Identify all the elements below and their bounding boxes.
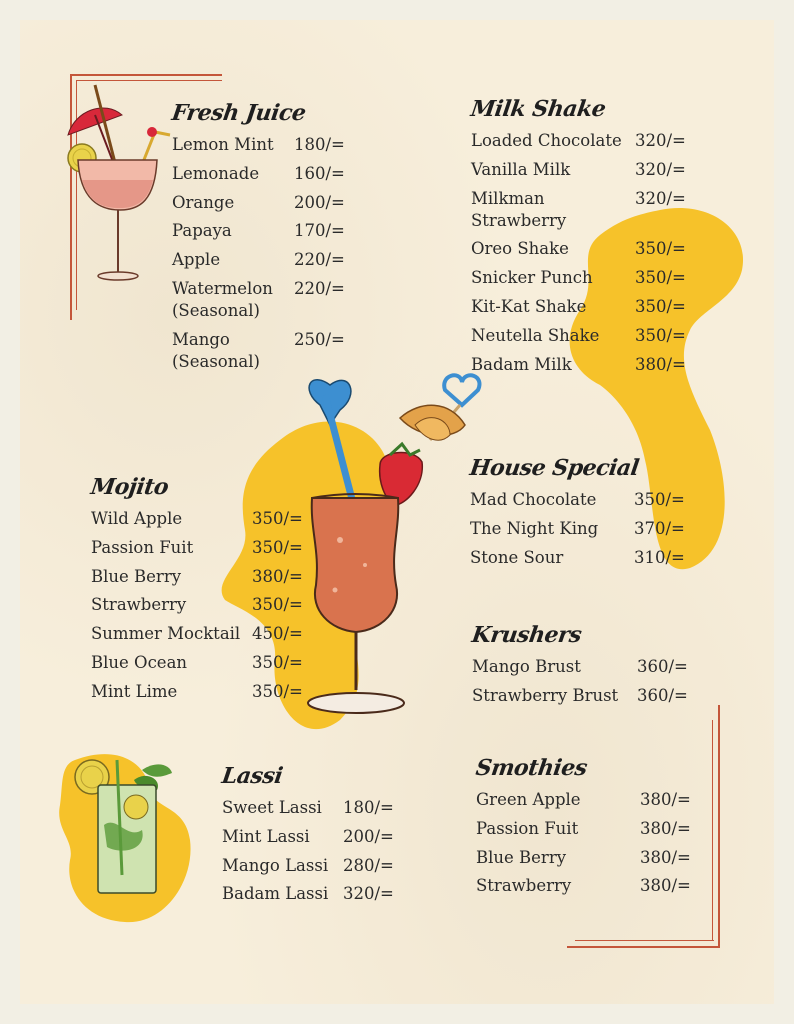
menu-item-name: Watermelon (Seasonal) xyxy=(172,278,273,320)
menu-item-name: Blue Berry xyxy=(476,847,567,867)
menu-item-name: Mint Lassi xyxy=(222,826,310,846)
menu-item-price: 350/= xyxy=(252,681,303,701)
menu-item-name: Apple xyxy=(172,250,221,270)
menu-item-name: Blue Berry xyxy=(91,566,182,586)
menu-item-name: Oreo Shake xyxy=(471,239,569,259)
cocktail-glass-icon xyxy=(60,80,180,290)
menu-item-name: Stone Sour xyxy=(470,547,564,567)
menu-item xyxy=(222,855,422,877)
section-mojito xyxy=(91,474,311,710)
corner-line-bottom-right-v2 xyxy=(712,720,713,941)
menu-item-name: Strawberry xyxy=(91,595,187,615)
menu-item xyxy=(91,566,311,588)
item-list xyxy=(476,789,706,897)
item-list xyxy=(470,489,700,569)
menu-item xyxy=(172,329,372,373)
menu-item-name: Vanilla Milk xyxy=(471,159,571,179)
section-lassi xyxy=(222,763,422,912)
section-title: Mojito xyxy=(89,474,171,500)
menu-item xyxy=(91,508,311,530)
menu-item xyxy=(471,238,711,260)
menu-item-name: Mango (Seasonal) xyxy=(172,329,260,371)
menu-item xyxy=(172,220,372,242)
menu-item-price: 180/= xyxy=(294,135,345,154)
menu-item-name: Passion Fuit xyxy=(476,818,579,838)
menu-item xyxy=(222,826,422,848)
menu-item xyxy=(471,130,711,152)
item-list xyxy=(172,134,372,373)
section-fresh-juice xyxy=(172,100,372,380)
menu-item-price: 350/= xyxy=(635,296,686,316)
menu-item-name: Badam Milk xyxy=(471,354,572,374)
menu-item-price: 200/= xyxy=(294,192,345,212)
menu-item-price: 280/= xyxy=(343,855,394,875)
menu-item xyxy=(470,489,700,511)
menu-item xyxy=(472,656,702,678)
section-title: Milk Shake xyxy=(469,96,608,122)
menu-item-price: 320/= xyxy=(635,188,686,208)
section-house-special xyxy=(470,455,700,575)
menu-item xyxy=(471,188,711,232)
menu-item-price: 350/= xyxy=(634,490,685,509)
menu-item-name: Strawberry xyxy=(476,876,572,896)
menu-item-name: Wild Apple xyxy=(91,509,183,528)
corner-line-bottom-right-v xyxy=(718,705,720,947)
menu-item-name: Badam Lassi xyxy=(222,884,329,904)
corner-line-bottom-right-h2 xyxy=(575,940,714,941)
menu-item-name: Mad Chocolate xyxy=(470,490,597,509)
menu-item-price: 370/= xyxy=(634,518,685,538)
section-milk-shake xyxy=(471,96,711,382)
corner-line-bottom-right-h xyxy=(567,946,720,948)
menu-item-price: 450/= xyxy=(252,624,303,644)
menu-item-price: 320/= xyxy=(635,159,686,179)
hurricane-glass-icon xyxy=(290,370,490,730)
menu-item xyxy=(172,278,372,322)
menu-item xyxy=(222,797,422,819)
menu-item-name: Lemon Mint xyxy=(172,135,274,154)
menu-item-price: 350/= xyxy=(252,537,303,557)
menu-item xyxy=(91,594,311,616)
menu-item-price: 350/= xyxy=(635,325,686,345)
menu-item-price: 380/= xyxy=(640,790,691,809)
section-krushers xyxy=(472,622,702,714)
menu-item-name: The Night King xyxy=(470,518,599,538)
menu-item xyxy=(91,623,311,645)
menu-item xyxy=(91,537,311,559)
menu-item xyxy=(471,354,711,376)
menu-item-price: 320/= xyxy=(635,131,686,150)
menu-item-price: 380/= xyxy=(640,847,691,867)
menu-item-price: 320/= xyxy=(343,884,394,904)
menu-item-price: 380/= xyxy=(252,566,303,586)
menu-item-name: Kit-Kat Shake xyxy=(471,296,587,316)
section-title: Lassi xyxy=(220,763,285,789)
menu-item-price: 220/= xyxy=(294,250,345,270)
menu-item-price: 360/= xyxy=(637,657,688,676)
menu-item xyxy=(476,875,706,897)
menu-item-price: 350/= xyxy=(252,652,303,672)
menu-item-name: Sweet Lassi xyxy=(222,798,322,817)
menu-item xyxy=(172,192,372,214)
menu-item xyxy=(472,685,702,707)
menu-item-price: 380/= xyxy=(640,876,691,896)
menu-item-name: Loaded Chocolate xyxy=(471,131,622,150)
section-title: Smothies xyxy=(474,755,589,781)
menu-item-price: 250/= xyxy=(294,329,345,349)
menu-item-name: Papaya xyxy=(172,221,232,241)
menu-item xyxy=(476,818,706,840)
menu-item-price: 180/= xyxy=(343,798,394,817)
mojito-glass-icon xyxy=(62,755,182,900)
menu-item-price: 170/= xyxy=(294,221,345,241)
corner-line-top-left-h xyxy=(70,74,222,76)
menu-item xyxy=(471,267,711,289)
menu-item xyxy=(91,652,311,674)
menu-item xyxy=(470,518,700,540)
section-smothies xyxy=(476,755,706,904)
section-title: Fresh Juice xyxy=(170,100,308,126)
menu-item-name: Neutella Shake xyxy=(471,325,600,345)
menu-item xyxy=(471,325,711,347)
menu-item-price: 350/= xyxy=(635,268,686,288)
item-list xyxy=(222,797,422,905)
menu-item-price: 310/= xyxy=(634,547,685,567)
menu-item-name: Green Apple xyxy=(476,790,581,809)
menu-item-price: 360/= xyxy=(637,685,688,705)
section-title: Krushers xyxy=(470,622,583,648)
menu-item-price: 380/= xyxy=(640,818,691,838)
menu-item xyxy=(470,547,700,569)
item-list xyxy=(91,508,311,703)
menu-item xyxy=(91,681,311,703)
menu-item-price: 350/= xyxy=(252,509,303,528)
menu-item-name: Milkman Strawberry xyxy=(471,188,567,230)
menu-item-name: Blue Ocean xyxy=(91,652,188,672)
menu-item xyxy=(476,789,706,811)
menu-item xyxy=(476,847,706,869)
menu-item xyxy=(172,163,372,185)
menu-item xyxy=(222,883,422,905)
menu-item-name: Mint Lime xyxy=(91,681,178,701)
menu-item-price: 200/= xyxy=(343,826,394,846)
menu-item-price: 380/= xyxy=(635,354,686,374)
menu-item-name: Lemonade xyxy=(172,163,260,183)
menu-item xyxy=(172,134,372,156)
menu-item-price: 350/= xyxy=(252,595,303,615)
menu-item-name: Mango Lassi xyxy=(222,855,329,875)
menu-item-price: 220/= xyxy=(294,278,345,298)
menu-item xyxy=(471,296,711,318)
menu-item xyxy=(172,249,372,271)
item-list xyxy=(471,130,711,376)
menu-item-name: Summer Mocktail xyxy=(91,624,241,644)
menu-item-name: Passion Fuit xyxy=(91,537,194,557)
menu-item xyxy=(471,159,711,181)
menu-item-name: Mango Brust xyxy=(472,657,581,676)
menu-item-price: 350/= xyxy=(635,239,686,259)
item-list xyxy=(472,656,702,707)
menu-item-name: Orange xyxy=(172,192,235,212)
menu-item-price: 160/= xyxy=(294,163,345,183)
menu-item-name: Snicker Punch xyxy=(471,268,593,288)
menu-item-name: Strawberry Brust xyxy=(472,685,619,705)
section-title: House Special xyxy=(468,455,641,481)
